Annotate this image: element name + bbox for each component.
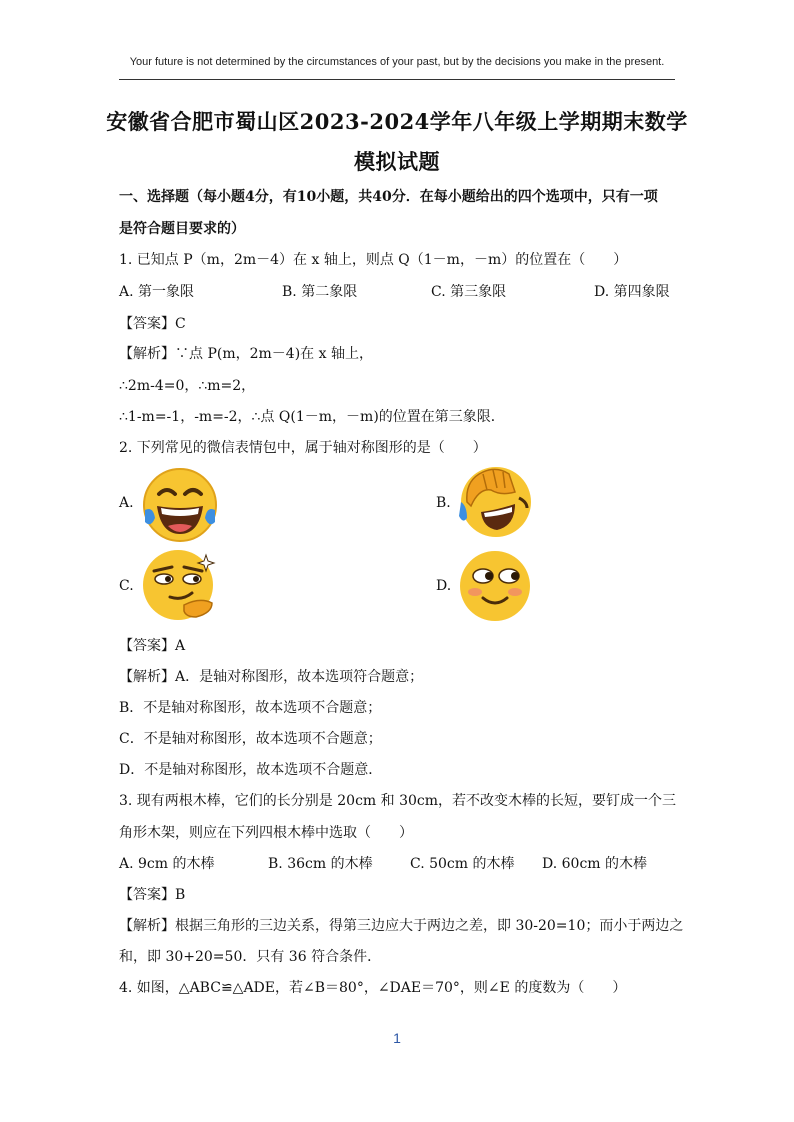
q1-stem: 1. 已知点 P（m，2m－4）在 x 轴上，则点 Q（1－m，－m）的位置在（ ） [119, 252, 628, 268]
q2-answer: 【答案】A [119, 638, 186, 654]
q2-analysis-line1: 【解析】A．是轴对称图形，故本选项符合题意； [119, 669, 424, 685]
q2-option-d-label: D. [436, 578, 452, 594]
document-title-line1: 安徽省合肥市蜀山区2023-2024学年八年级上学期期末数学 [106, 109, 688, 134]
q2-option-c-label: C. [119, 578, 134, 594]
q3-stem-line1: 3. 现有两根木棒，它们的长分别是 20cm 和 30cm，若不改变木棒的长短，要钉成一个三 [119, 793, 677, 809]
q3-answer: 【答案】B [119, 887, 186, 903]
q2-analysis-line3: C．不是轴对称图形，故本选项不合题意； [119, 731, 382, 747]
side-eye-blush-icon [457, 548, 535, 626]
q3-option-b: B. 36cm 的木棒 [268, 856, 373, 872]
q2-option-a-label: A. [119, 495, 134, 511]
q2-option-b-label: B. [436, 495, 451, 511]
q1-analysis-line3: ∴1-m=-1，-m=-2，∴点 Q(1－m，－m)的位置在第三象限． [119, 409, 505, 425]
header-divider [119, 79, 675, 80]
q3-analysis-line2: 和，即 30+20=50．只有 36 符合条件． [119, 949, 382, 965]
q1-option-b: B. 第二象限 [282, 284, 358, 300]
q1-answer: 【答案】C [119, 316, 186, 332]
q1-analysis-line2: ∴2m-4=0，∴m=2， [119, 378, 256, 394]
q1-option-d: D. 第四象限 [594, 284, 670, 300]
q1-option-a: A. 第一象限 [119, 284, 195, 300]
header-quote: Your future is not determined by the circumstances of your past, but by the decisions you make in the present. [129, 56, 665, 68]
q3-option-a: A. 9cm 的木棒 [119, 856, 215, 872]
q3-stem-line2: 角形木架，则应在下列四根木棒中选取（ ） [119, 825, 413, 841]
page-number: 1 [393, 1030, 401, 1046]
smirk-thinking-icon [140, 547, 218, 625]
q2-stem: 2. 下列常见的微信表情包中，属于轴对称图形的是（ ） [119, 440, 487, 456]
facepalm-laugh-icon [457, 462, 535, 540]
q2-analysis-line2: B．不是轴对称图形，故本选项不合题意； [119, 700, 382, 716]
document-title-line2: 模拟试题 [354, 149, 440, 174]
q1-option-c: C. 第三象限 [431, 284, 507, 300]
q3-analysis-line1: 【解析】根据三角形的三边关系，得第三边应大于两边之差，即 30-20=10；而小于两边之 [119, 918, 684, 934]
q3-option-d: D. 60cm 的木棒 [542, 856, 648, 872]
section-heading-line1: 一、选择题（每小题4分，有10小题，共40分．在每小题给出的四个选项中，只有一项 [119, 189, 658, 205]
q4-stem: 4. 如图，△ABC≌△ADE，若∠B＝80°，∠DAE＝70°，则∠E 的度数为（ ） [119, 980, 627, 996]
q1-analysis-line1: 【解析】∵点 P(m，2m－4)在 x 轴上， [119, 346, 373, 362]
section-heading-line2: 是符合题目要求的） [119, 221, 245, 237]
q2-analysis-line4: D．不是轴对称图形，故本选项不合题意． [119, 762, 383, 778]
laughing-tears-icon [141, 466, 219, 544]
q3-option-c: C. 50cm 的木棒 [410, 856, 515, 872]
